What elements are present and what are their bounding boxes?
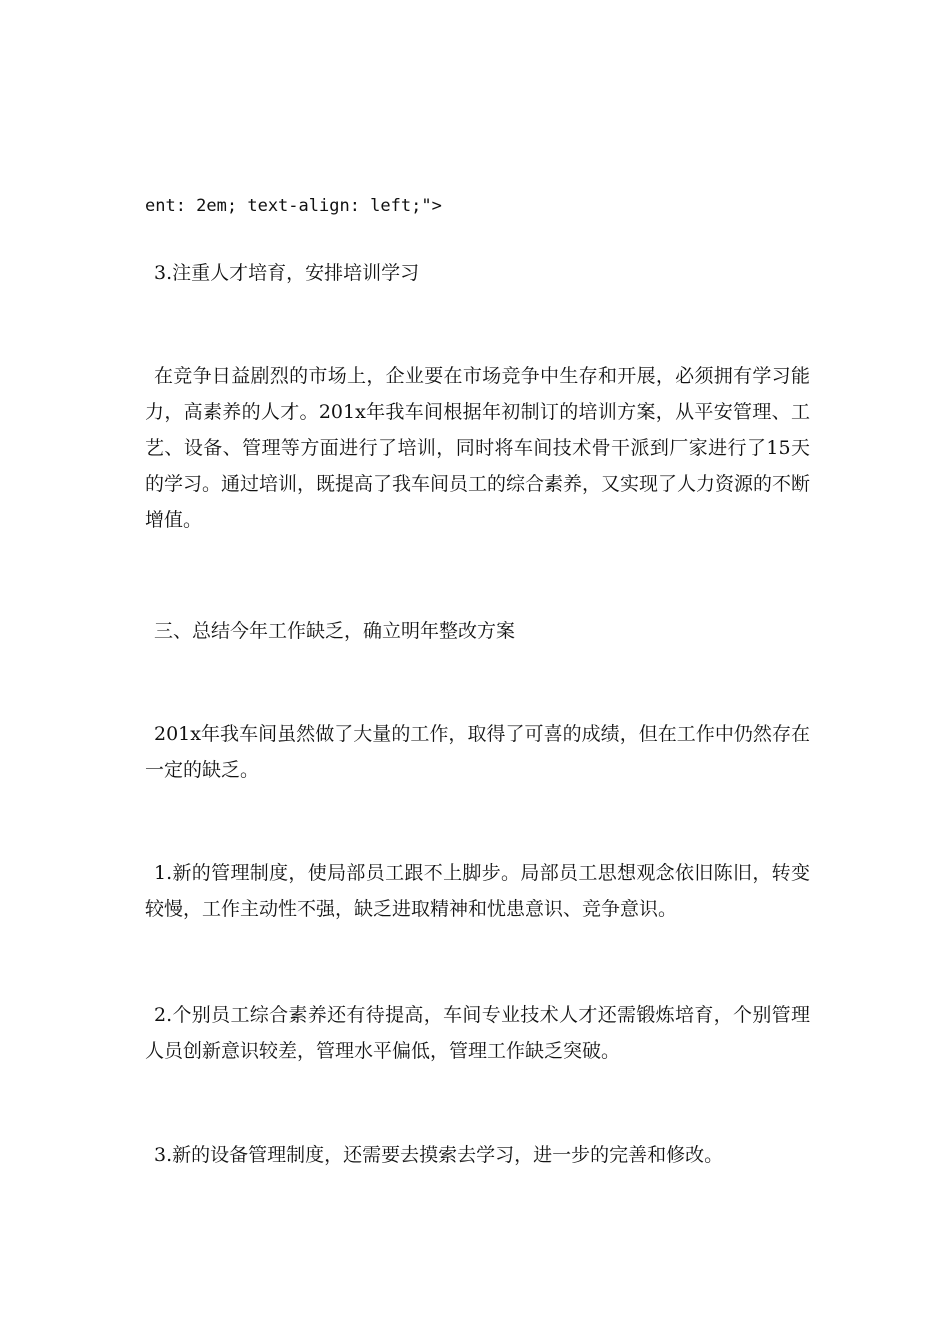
paragraph-summary: 201x年我车间虽然做了大量的工作，取得了可喜的成绩，但在工作中仍然存在一定的缺乏。 [145,723,810,781]
list-item-2: 2.个别员工综合素养还有待提高，车间专业技术人才还需锻炼培育，个别管理人员创新意识较差，管理水平偏低，管理工作缺乏突破。 [145,1004,810,1062]
paragraph-training: 在竞争日益剧烈的市场上，企业要在市场竞争中生存和开展，必须拥有学习能力，高素养的人才。201x年我车间根据年初制订的培训方案，从平安管理、工艺、设备、管理等方面进行了培训，同时将车间技术骨干派到厂家进行了15天的学习。通过培训，既提高了我车间员工的综合素养，又实现了人力资源的不断增值。 [145,365,811,531]
list-item-1: 1.新的管理制度，使局部员工跟不上脚步。局部员工思想观念依旧陈旧，转变较慢，工作主动性不强，缺乏进取精神和忧患意识、竞争意识。 [145,862,810,920]
heading-section-three: 三、总结今年工作缺乏，确立明年整改方案 [154,620,516,642]
code-fragment-text: ent: 2em; text-align: left;"> [145,196,442,216]
list-item-3: 3.新的设备管理制度，还需要去摸索去学习，进一步的完善和修改。 [154,1144,724,1166]
heading-training: 3.注重人才培育，安排培训学习 [154,262,420,284]
